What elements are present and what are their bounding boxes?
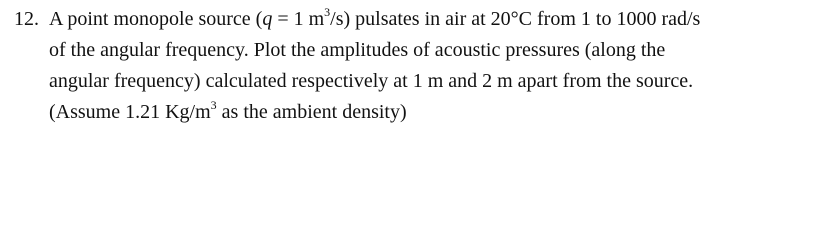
problem-line-1 [14,4,814,35]
line-4-part-b: as the ambient density) [216,101,407,123]
problem-number: 12. [14,8,39,30]
problem-line-4 [14,97,814,128]
line-1-part-c: /s) pulsates in air at 20°C from 1 to 1000 rad/s [330,8,701,30]
density-superscript: 3 [210,98,217,112]
line-4-part-a: (Assume 1.21 Kg/m [49,101,211,123]
variable-q: q [262,8,273,30]
line-1-text [49,4,700,35]
line-1-part-b: = 1 m [272,8,325,30]
problem-line-2: of the angular frequency. Plot the amplitudes of acoustic pressures (along the [49,39,666,61]
line-1-part-a: A point monopole source ( [49,8,263,30]
problem-line-3: angular frequency) calculated respectively at 1 m and 2 m apart from the source. [49,70,694,92]
problem-line-1-text [49,4,814,35]
problem-statement [14,4,814,128]
cubic-superscript: 3 [324,5,331,19]
